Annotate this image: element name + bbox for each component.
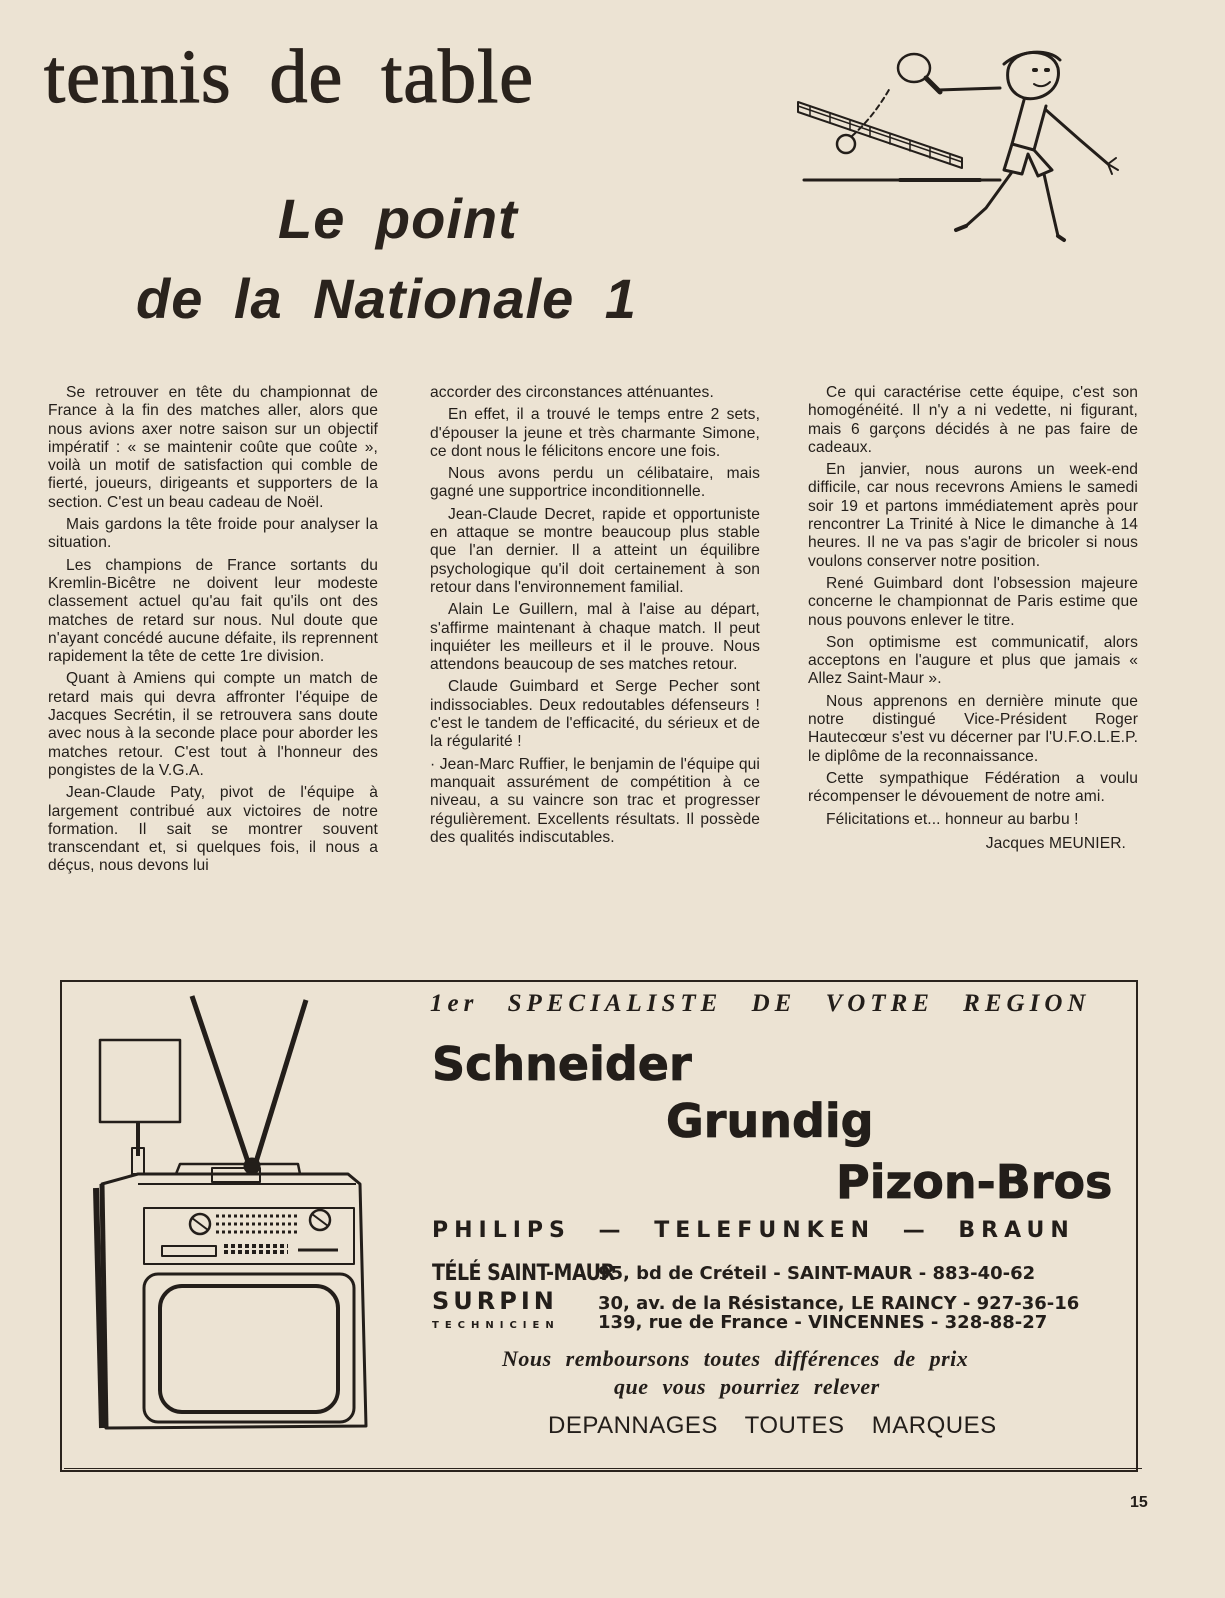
headline-line-2: de la Nationale 1 [136, 267, 637, 330]
paragraph: Mais gardons la tête froide pour analyser la situation. [48, 516, 378, 552]
paragraph: Félicitations et... honneur au barbu ! [826, 810, 1079, 828]
paragraph: René Guimbard dont l'obsession majeure concerne le championnat de Paris estime que nous pouvons enlever le titre. [808, 574, 1138, 629]
paragraph: En janvier, nous aurons un week-end difficile, car nous recevrons Amiens le samedi soir 19 et partons immédiatement après pour rencontrer La Trinité à Nice le dimanche à 14 heures. Il ne va pas s'agir de bricoler si nous voulons conserver notre position. [808, 461, 1138, 570]
store-address-row [432, 1312, 1047, 1333]
store-address: 30, av. de la Résistance, LE RAINCY - 927-36-16 [598, 1293, 1080, 1314]
section-title: tennis de table [44, 35, 534, 119]
store-address: 139, rue de France - VINCENNES - 328-88-27 [598, 1312, 1048, 1333]
secondary-brands: PHILIPS — TELEFUNKEN — BRAUN [432, 1218, 1075, 1243]
advertisement-bottom-rule [64, 1468, 1142, 1472]
paragraph: Jean-Claude Decret, rapide et opportuniste en attaque se montre beaucoup plus stable que l'an dernier. Il a atteint un équilibre psychologique qu'il doit certainement à son retour dans l'environnement familial. [430, 505, 760, 596]
author-signature: Jacques MEUNIER. [985, 834, 1126, 852]
paragraph: Ce qui caractérise cette équipe, c'est son homogénéité. Il n'y a ni vedette, ni figurant, mais 6 garçons décidés à ne pas faire de cadeaux. [808, 384, 1138, 456]
headline-line-1: Le point [278, 187, 518, 250]
store-name: TECHNICIEN [432, 1320, 560, 1331]
ping-pong-player-illustration [790, 40, 1140, 250]
refund-promise-line-2: que vous pourriez relever [614, 1374, 880, 1399]
store-name: SURPIN [432, 1287, 558, 1315]
paragraph: En effet, il a trouvé le temps entre 2 sets, d'épouser la jeune et très charmante Simone, ce dont nous le félicitons encore une fois. [430, 406, 760, 460]
paragraph: Quant à Amiens qui compte un match de retard mais qui devra affronter l'équipe de Jacques Secrétin, il se retrouvera sans doute avec nous à la seconde place pour aborder les matches retour. C'est tout à l'honneur des pongistes de la V.G.A. [48, 670, 378, 779]
store-address: 95, bd de Créteil - SAINT-MAUR - 883-40-62 [598, 1263, 1036, 1284]
article-column-1 [48, 384, 378, 880]
ad-tagline: 1er SPECIALISTE DE VOTRE REGION [430, 990, 1091, 1017]
brand-schneider: Schneider [432, 1037, 692, 1091]
brand-pizon-bros: Pizon-Bros [836, 1155, 1113, 1209]
paragraph: Claude Guimbard et Serge Pecher sont indissociables. Deux redoutables défenseurs ! c'est le tandem de l'efficacité, du sérieux et de la régularité ! [430, 678, 760, 751]
article-column-3 [808, 384, 1138, 857]
paragraph: Se retrouver en tête du championnat de France à la fin des matches aller, alors que nous avions axer notre saison sur un objectif impératif : « se maintenir coûte que coûte », voilà un motif de satisfaction qui comble de fierté, joueurs, dirigeants et supporters de la section. C'est un beau cadeau de Noël. [48, 384, 378, 511]
television-icon [88, 988, 378, 1440]
paragraph: Jean-Claude Paty, pivot de l'équipe à largement contribué aux victoires de notre formation. Il sait se montrer souvent transcendant et, si quelques fois, il nous a déçus, nous devons lui [48, 784, 378, 875]
store-name: TÉLÉ SAINT-MAUR [432, 1260, 615, 1286]
repairs-all-brands: DEPANNAGES TOUTES MARQUES [548, 1412, 997, 1439]
store-address-row [432, 1262, 1035, 1284]
paragraph: Son optimisme est communicatif, alors acceptons en l'augure et plus que jamais « Allez Saint-Maur ». [808, 633, 1138, 688]
paragraph: Alain Le Guillern, mal à l'aise au départ, s'affirme maintenant à chaque match. Il peut inquiéter les meilleurs et il le prouve. Nous attendons beaucoup de ses matches retour. [430, 601, 760, 674]
paragraph: accorder des circonstances atténuantes. [430, 384, 714, 401]
brand-grundig: Grundig [666, 1094, 874, 1148]
article-column-2 [430, 384, 760, 851]
paragraph: · Jean-Marc Ruffier, le benjamin de l'équipe qui manquait assurément de compétition à ce niveau, a su vaincre son trac et progresser régulièrement. Excellents résultats. Il possède des qualités indiscutables. [430, 755, 760, 846]
page-number: 15 [1130, 1494, 1148, 1511]
paragraph: Nous apprenons en dernière minute que notre distingué Vice-Président Roger Hautecœur s'est vu décerner par l'U.F.O.L.E.P. le diplôme de la reconnaissance. [808, 692, 1138, 765]
paragraph: Les champions de France sortants du Kremlin-Bicêtre ne doivent leur modeste classement actuel qu'au fait qu'ils ont des matches de retard sur nous. Nul doute que n'ayant concédé aucune défaite, ils reprennent rapidement la tête de cette 1re division. [48, 556, 378, 666]
paragraph: Cette sympathique Fédération a voulu récompenser le dévouement de notre ami. [808, 769, 1138, 806]
paragraph: Nous avons perdu un célibataire, mais gagné une supportrice inconditionnelle. [430, 465, 760, 501]
refund-promise-line-1: Nous remboursons toutes différences de prix [502, 1346, 969, 1371]
store-address-row [432, 1287, 1079, 1315]
